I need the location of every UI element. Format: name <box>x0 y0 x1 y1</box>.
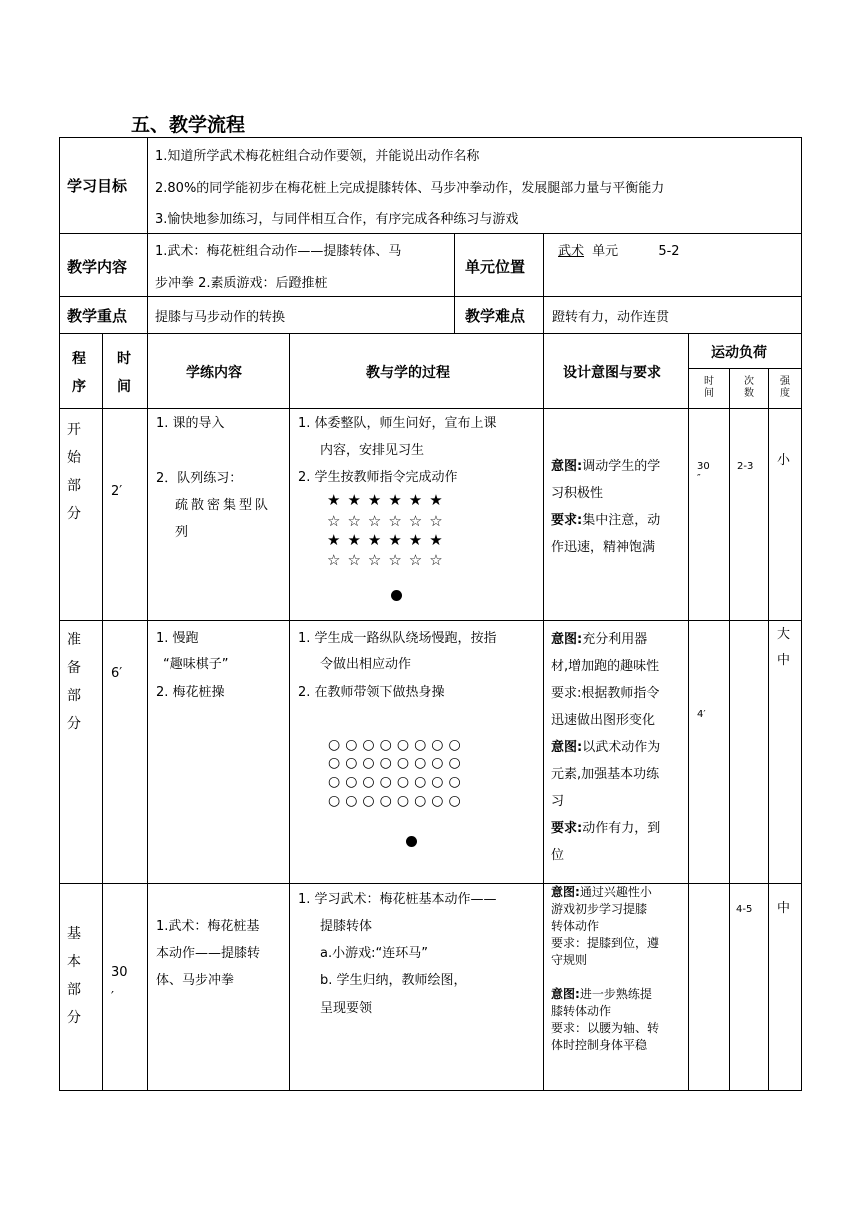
goal-item: 2.80%的同学能初步在梅花桩上完成提膝转体、马步冲拳动作，发展腿部力量与平衡能力 <box>155 181 665 196</box>
design-text: 意图:充分利用器 材,增加跑的趣味性 要求:根据教师指令 迅速做出图形变化 意图:以武术动作为 元素,加强基本功练 习 要求:动作有力，到 位 <box>551 632 661 863</box>
load-time: 30 ″ <box>697 461 710 484</box>
content-text: 步冲拳 2.素质游戏：后蹬推桩 <box>155 276 328 291</box>
practice-text: “趣味棋子” <box>163 657 229 672</box>
row-divider <box>688 368 802 369</box>
design-text: 意图:通过兴趣性小 游戏初步学习提膝 转体动作 要求：提膝到位，遵 守规则 意图:进一步熟练提 膝转体动作 要求：以腰为轴、转 体时控制身体平稳 <box>551 885 660 1052</box>
col-divider <box>543 233 544 333</box>
load-intensity: 大 中 <box>777 627 791 668</box>
teacher-marker <box>391 590 402 601</box>
content-text: 1.武术：梅花桩组合动作——提膝转体、马 <box>155 244 402 259</box>
stage-time: 2′ <box>111 484 123 499</box>
row-divider <box>59 883 802 884</box>
stage-time: 30 ′ <box>111 965 128 1005</box>
header-load-count: 次 数 <box>744 376 754 399</box>
load-count: 2-3 <box>737 461 754 472</box>
unit-label: 单元位置 <box>465 258 526 276</box>
header-time: 时 间 <box>117 351 131 395</box>
practice-text: 列 <box>175 525 189 540</box>
practice-text: 本动作——提膝转 <box>156 946 261 961</box>
col-divider <box>729 368 730 1091</box>
load-count: 4-5 <box>736 904 753 915</box>
difficulty-text: 蹬转有力，动作连贯 <box>552 310 670 325</box>
row-divider <box>59 233 802 234</box>
design-text: 意图:调动学生的学 习积极性 要求:集中注意，动 作迅速，精神饱满 <box>551 459 661 555</box>
header-procedure: 程 序 <box>72 351 86 395</box>
load-intensity: 小 <box>777 453 791 468</box>
unit-position <box>552 243 680 261</box>
process-text: 2. 在教师带领下做热身操 <box>298 685 445 700</box>
formation-row: ○○○○○○○○ <box>328 737 466 753</box>
content-label: 教学内容 <box>67 258 128 276</box>
stage-label: 准 备 部 分 <box>67 632 81 732</box>
practice-text: 2．队列练习： <box>156 471 243 486</box>
difficulty-label: 教学难点 <box>465 307 526 325</box>
stage-label: 基 本 部 分 <box>67 926 81 1026</box>
row-divider <box>59 620 802 621</box>
practice-text: 体、马步冲拳 <box>156 973 235 988</box>
process-text: 提膝转体 <box>320 919 373 934</box>
section-title: 五、教学流程 <box>131 114 246 136</box>
practice-text: 2. 梅花桩操 <box>156 685 225 700</box>
load-time: 4′ <box>697 709 706 720</box>
goals-label: 学习目标 <box>67 177 128 195</box>
col-divider <box>147 137 148 333</box>
header-load-intensity: 强 度 <box>780 376 790 399</box>
process-text: 呈现要领 <box>320 1001 373 1016</box>
practice-text: 1. 课的导入 <box>156 416 225 431</box>
stage-label: 开 始 部 分 <box>67 422 81 522</box>
header-process: 教与学的过程 <box>366 365 450 381</box>
process-text: b. 学生归纳，教师绘图， <box>320 973 467 988</box>
process-text: 1. 学生成一路纵队绕场慢跑，按指 <box>298 631 497 646</box>
row-divider <box>59 333 802 334</box>
unit-code: 5-2 <box>658 244 680 259</box>
col-divider <box>454 233 455 333</box>
process-text: 1. 学习武术：梅花桩基本动作—— <box>298 892 497 907</box>
col-divider <box>102 333 103 1091</box>
row-divider <box>59 296 802 297</box>
col-divider <box>289 333 290 1091</box>
practice-text: 1.武术：梅花桩基 <box>156 919 260 934</box>
header-design: 设计意图与要求 <box>563 365 661 381</box>
header-load-time: 时 间 <box>704 376 714 399</box>
formation-row: ☆☆☆☆☆☆ <box>327 551 450 569</box>
goal-item: 1.知道所学武术梅花桩组合动作要领，并能说出动作名称 <box>155 149 480 164</box>
header-practice: 学练内容 <box>186 365 242 381</box>
load-intensity: 中 <box>777 901 791 916</box>
key-label: 教学重点 <box>67 307 128 325</box>
formation-row: ★★★★★★ <box>327 491 450 509</box>
header-load: 运动负荷 <box>711 345 767 361</box>
unit-name: 武术 <box>558 244 585 259</box>
row-divider <box>59 408 802 409</box>
key-text: 提膝与马步动作的转换 <box>155 310 286 325</box>
col-divider <box>688 333 689 1091</box>
process-text: 内容，安排见习生 <box>320 443 425 458</box>
col-divider <box>768 368 769 1091</box>
process-text: 1. 体委整队，师生问好，宣布上课 <box>298 416 497 431</box>
teacher-marker <box>406 836 417 847</box>
formation-row: ○○○○○○○○ <box>328 793 466 809</box>
formation-row: ★★★★★★ <box>327 531 450 549</box>
practice-text: 疏散密集型队 <box>175 498 272 513</box>
stage-time: 6′ <box>111 666 123 681</box>
practice-text: 1. 慢跑 <box>156 631 199 646</box>
col-divider <box>147 333 148 1091</box>
formation-row: ☆☆☆☆☆☆ <box>327 512 450 530</box>
formation-row: ○○○○○○○○ <box>328 774 466 790</box>
process-text: a.小游戏:“连环马” <box>320 946 428 961</box>
process-text: 令做出相应动作 <box>320 657 412 672</box>
col-divider <box>543 333 544 1091</box>
formation-row: ○○○○○○○○ <box>328 755 466 771</box>
unit-word: 单元 <box>592 244 619 259</box>
goal-item: 3.愉快地参加练习，与同伴相互合作，有序完成各种练习与游戏 <box>155 212 519 227</box>
process-text: 2. 学生按教师指令完成动作 <box>298 470 458 485</box>
